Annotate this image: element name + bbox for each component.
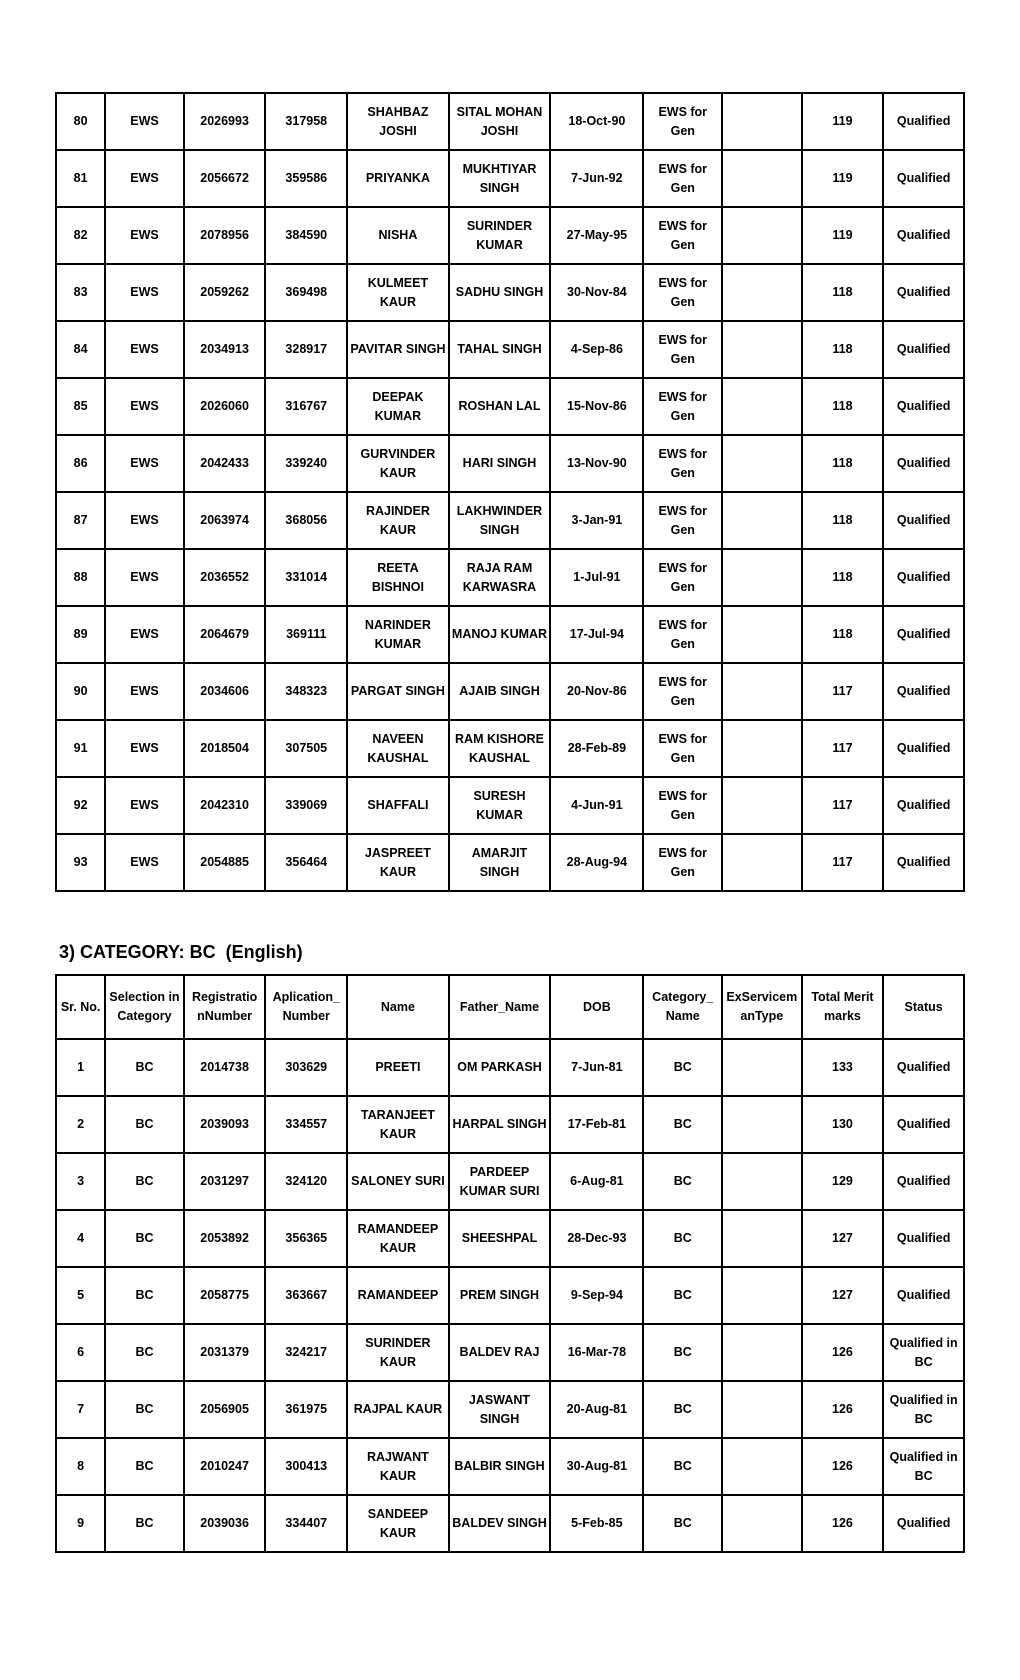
ews-table-body bbox=[56, 93, 964, 891]
table-cell: EWS for Gen bbox=[643, 321, 722, 378]
table-cell: BC bbox=[643, 1438, 722, 1495]
table-cell: Qualified bbox=[883, 492, 964, 549]
column-header: ExServicem anType bbox=[722, 975, 802, 1039]
table-cell: 6-Aug-81 bbox=[550, 1153, 643, 1210]
table-cell: 2042433 bbox=[184, 435, 266, 492]
table-cell: EWS bbox=[105, 720, 184, 777]
table-cell: HARPAL SINGH bbox=[449, 1096, 551, 1153]
table-row bbox=[56, 435, 964, 492]
table-cell: BC bbox=[643, 1495, 722, 1552]
table-cell: SITAL MOHAN JOSHI bbox=[449, 93, 551, 150]
table-row bbox=[56, 1210, 964, 1267]
table-cell: 126 bbox=[802, 1438, 884, 1495]
table-cell: 80 bbox=[56, 93, 105, 150]
table-cell: BALDEV RAJ bbox=[449, 1324, 551, 1381]
table-cell: EWS for Gen bbox=[643, 834, 722, 891]
table-cell: Qualified bbox=[883, 264, 964, 321]
column-header: Status bbox=[883, 975, 964, 1039]
table-cell: 7-Jun-81 bbox=[550, 1039, 643, 1096]
table-cell: 356464 bbox=[265, 834, 347, 891]
table-cell: SURINDER KUMAR bbox=[449, 207, 551, 264]
table-cell: KULMEET KAUR bbox=[347, 264, 449, 321]
table-cell: 3 bbox=[56, 1153, 105, 1210]
bc-table-body bbox=[56, 1039, 964, 1552]
table-cell: 2010247 bbox=[184, 1438, 266, 1495]
table-cell: 3-Jan-91 bbox=[550, 492, 643, 549]
table-cell: 300413 bbox=[265, 1438, 347, 1495]
table-cell: SHAFFALI bbox=[347, 777, 449, 834]
table-cell: 369111 bbox=[265, 606, 347, 663]
table-cell: Qualified bbox=[883, 378, 964, 435]
table-cell: 1-Jul-91 bbox=[550, 549, 643, 606]
table-cell bbox=[722, 834, 802, 891]
table-cell: 126 bbox=[802, 1495, 884, 1552]
table-cell bbox=[722, 1381, 802, 1438]
table-cell: Qualified bbox=[883, 777, 964, 834]
table-cell: Qualified bbox=[883, 150, 964, 207]
table-row bbox=[56, 264, 964, 321]
table-cell: REETA BISHNOI bbox=[347, 549, 449, 606]
table-cell: 324120 bbox=[265, 1153, 347, 1210]
table-cell: EWS for Gen bbox=[643, 606, 722, 663]
table-cell: 2056672 bbox=[184, 150, 266, 207]
table-cell: Qualified bbox=[883, 207, 964, 264]
table-cell: Qualified bbox=[883, 834, 964, 891]
table-cell: 317958 bbox=[265, 93, 347, 150]
column-header: Selection in Category bbox=[105, 975, 184, 1039]
table-cell bbox=[722, 1495, 802, 1552]
table-row bbox=[56, 834, 964, 891]
table-cell: EWS bbox=[105, 777, 184, 834]
table-cell: EWS for Gen bbox=[643, 207, 722, 264]
table-row bbox=[56, 549, 964, 606]
table-cell: RAMANDEEP bbox=[347, 1267, 449, 1324]
table-cell bbox=[722, 1039, 802, 1096]
table-cell: 2014738 bbox=[184, 1039, 266, 1096]
table-cell: 359586 bbox=[265, 150, 347, 207]
table-cell bbox=[722, 777, 802, 834]
table-cell: 8 bbox=[56, 1438, 105, 1495]
table-cell bbox=[722, 720, 802, 777]
table-cell: ROSHAN LAL bbox=[449, 378, 551, 435]
table-cell: 13-Nov-90 bbox=[550, 435, 643, 492]
table-cell: 324217 bbox=[265, 1324, 347, 1381]
table-cell: 2058775 bbox=[184, 1267, 266, 1324]
table-cell: EWS for Gen bbox=[643, 378, 722, 435]
table-cell bbox=[722, 93, 802, 150]
table-cell: 118 bbox=[802, 435, 884, 492]
table-cell: 368056 bbox=[265, 492, 347, 549]
table-cell: 2018504 bbox=[184, 720, 266, 777]
table-cell: RAMANDEEP KAUR bbox=[347, 1210, 449, 1267]
table-cell: 118 bbox=[802, 549, 884, 606]
table-cell: 27-May-95 bbox=[550, 207, 643, 264]
table-cell: 7 bbox=[56, 1381, 105, 1438]
table-cell: 2053892 bbox=[184, 1210, 266, 1267]
bc-section-title: 3) CATEGORY: BC (English) bbox=[59, 942, 303, 962]
table-cell: 83 bbox=[56, 264, 105, 321]
table-cell bbox=[722, 435, 802, 492]
table-cell: 7-Jun-92 bbox=[550, 150, 643, 207]
table-cell: 119 bbox=[802, 150, 884, 207]
table-cell: 28-Feb-89 bbox=[550, 720, 643, 777]
table-cell bbox=[722, 207, 802, 264]
table-cell: 20-Nov-86 bbox=[550, 663, 643, 720]
table-cell: SHEESHPAL bbox=[449, 1210, 551, 1267]
table-cell: 86 bbox=[56, 435, 105, 492]
table-cell: Qualified bbox=[883, 606, 964, 663]
table-cell: 89 bbox=[56, 606, 105, 663]
table-cell: 2034913 bbox=[184, 321, 266, 378]
table-cell: EWS bbox=[105, 549, 184, 606]
table-cell bbox=[722, 1096, 802, 1153]
table-cell: 334407 bbox=[265, 1495, 347, 1552]
table-cell: Qualified bbox=[883, 321, 964, 378]
table-cell: 126 bbox=[802, 1324, 884, 1381]
table-cell: Qualified bbox=[883, 93, 964, 150]
table-cell: 363667 bbox=[265, 1267, 347, 1324]
table-cell: 88 bbox=[56, 549, 105, 606]
table-cell: RAM KISHORE KAUSHAL bbox=[449, 720, 551, 777]
table-cell bbox=[722, 1153, 802, 1210]
table-cell: NISHA bbox=[347, 207, 449, 264]
column-header: Aplication_ Number bbox=[265, 975, 347, 1039]
table-cell: BC bbox=[643, 1039, 722, 1096]
table-cell bbox=[722, 663, 802, 720]
table-cell bbox=[722, 606, 802, 663]
table-cell: 339240 bbox=[265, 435, 347, 492]
table-cell: 6 bbox=[56, 1324, 105, 1381]
table-cell: 84 bbox=[56, 321, 105, 378]
table-cell: 91 bbox=[56, 720, 105, 777]
table-cell: EWS bbox=[105, 321, 184, 378]
table-cell: HARI SINGH bbox=[449, 435, 551, 492]
table-row bbox=[56, 777, 964, 834]
table-cell: OM PARKASH bbox=[449, 1039, 551, 1096]
table-cell: 87 bbox=[56, 492, 105, 549]
table-row bbox=[56, 150, 964, 207]
table-cell: 81 bbox=[56, 150, 105, 207]
table-cell: 126 bbox=[802, 1381, 884, 1438]
table-cell: JASPREET KAUR bbox=[347, 834, 449, 891]
table-cell: 2026060 bbox=[184, 378, 266, 435]
table-cell: 9 bbox=[56, 1495, 105, 1552]
table-cell: 2064679 bbox=[184, 606, 266, 663]
table-cell: EWS bbox=[105, 378, 184, 435]
table-cell: 339069 bbox=[265, 777, 347, 834]
table-cell: 119 bbox=[802, 93, 884, 150]
table-cell: EWS bbox=[105, 264, 184, 321]
table-cell: Qualified bbox=[883, 1267, 964, 1324]
table-cell: BC bbox=[643, 1324, 722, 1381]
table-row bbox=[56, 1324, 964, 1381]
table-cell: EWS bbox=[105, 663, 184, 720]
table-cell: EWS for Gen bbox=[643, 93, 722, 150]
table-cell bbox=[722, 264, 802, 321]
table-cell: 118 bbox=[802, 492, 884, 549]
table-cell: 18-Oct-90 bbox=[550, 93, 643, 150]
table-cell: 117 bbox=[802, 663, 884, 720]
table-cell: 2034606 bbox=[184, 663, 266, 720]
table-cell: 82 bbox=[56, 207, 105, 264]
table-cell: MUKHTIYAR SINGH bbox=[449, 150, 551, 207]
table-cell bbox=[722, 1324, 802, 1381]
table-cell: EWS for Gen bbox=[643, 663, 722, 720]
table-cell: NARINDER KUMAR bbox=[347, 606, 449, 663]
table-cell: RAJINDER KAUR bbox=[347, 492, 449, 549]
table-cell: EWS for Gen bbox=[643, 435, 722, 492]
table-cell: Qualified in BC bbox=[883, 1381, 964, 1438]
table-cell: BC bbox=[105, 1096, 184, 1153]
table-cell: 2054885 bbox=[184, 834, 266, 891]
table-cell: EWS bbox=[105, 207, 184, 264]
table-cell: 2063974 bbox=[184, 492, 266, 549]
table-cell: 17-Feb-81 bbox=[550, 1096, 643, 1153]
table-row bbox=[56, 1039, 964, 1096]
table-cell: 127 bbox=[802, 1210, 884, 1267]
table-cell bbox=[722, 150, 802, 207]
table-cell: BC bbox=[643, 1210, 722, 1267]
table-cell: SHAHBAZ JOSHI bbox=[347, 93, 449, 150]
table-cell: Qualified bbox=[883, 549, 964, 606]
table-cell: RAJPAL KAUR bbox=[347, 1381, 449, 1438]
table-cell: Qualified in BC bbox=[883, 1324, 964, 1381]
table-cell: 15-Nov-86 bbox=[550, 378, 643, 435]
table-row bbox=[56, 1381, 964, 1438]
table-cell: JASWANT SINGH bbox=[449, 1381, 551, 1438]
table-cell: TAHAL SINGH bbox=[449, 321, 551, 378]
table-cell: Qualified bbox=[883, 1210, 964, 1267]
table-cell: LAKHWINDER SINGH bbox=[449, 492, 551, 549]
table-cell: SURESH KUMAR bbox=[449, 777, 551, 834]
table-cell: Qualified bbox=[883, 720, 964, 777]
table-cell: 2039036 bbox=[184, 1495, 266, 1552]
table-cell: 1 bbox=[56, 1039, 105, 1096]
table-cell: BC bbox=[643, 1153, 722, 1210]
column-header: Total Merit marks bbox=[802, 975, 884, 1039]
table-cell: BC bbox=[643, 1381, 722, 1438]
table-cell: BC bbox=[105, 1495, 184, 1552]
table-cell: 119 bbox=[802, 207, 884, 264]
table-cell: 9-Sep-94 bbox=[550, 1267, 643, 1324]
ews-results-table bbox=[55, 92, 965, 892]
table-cell: 5 bbox=[56, 1267, 105, 1324]
column-header: Registratio nNumber bbox=[184, 975, 266, 1039]
table-row bbox=[56, 1096, 964, 1153]
table-cell: BC bbox=[105, 1210, 184, 1267]
table-cell: 92 bbox=[56, 777, 105, 834]
table-cell: PREM SINGH bbox=[449, 1267, 551, 1324]
table-cell: RAJWANT KAUR bbox=[347, 1438, 449, 1495]
table-cell: EWS for Gen bbox=[643, 720, 722, 777]
table-cell: EWS for Gen bbox=[643, 492, 722, 549]
table-row bbox=[56, 1438, 964, 1495]
table-cell: Qualified bbox=[883, 435, 964, 492]
bc-table-header-row bbox=[56, 975, 964, 1039]
table-cell: EWS for Gen bbox=[643, 549, 722, 606]
table-cell: 307505 bbox=[265, 720, 347, 777]
table-cell: 4-Sep-86 bbox=[550, 321, 643, 378]
table-cell: 2059262 bbox=[184, 264, 266, 321]
column-header: DOB bbox=[550, 975, 643, 1039]
table-cell: EWS bbox=[105, 93, 184, 150]
table-cell: SURINDER KAUR bbox=[347, 1324, 449, 1381]
table-cell: PAVITAR SINGH bbox=[347, 321, 449, 378]
column-header: Father_Name bbox=[449, 975, 551, 1039]
table-cell: 90 bbox=[56, 663, 105, 720]
table-row bbox=[56, 207, 964, 264]
table-cell: 117 bbox=[802, 720, 884, 777]
table-cell: 356365 bbox=[265, 1210, 347, 1267]
table-cell: PARGAT SINGH bbox=[347, 663, 449, 720]
table-cell: 17-Jul-94 bbox=[550, 606, 643, 663]
table-cell: 348323 bbox=[265, 663, 347, 720]
table-cell: BALDEV SINGH bbox=[449, 1495, 551, 1552]
table-cell: BC bbox=[105, 1324, 184, 1381]
table-cell: 331014 bbox=[265, 549, 347, 606]
table-cell: Qualified bbox=[883, 1039, 964, 1096]
table-cell: 130 bbox=[802, 1096, 884, 1153]
table-cell: 328917 bbox=[265, 321, 347, 378]
table-cell bbox=[722, 321, 802, 378]
table-cell: RAJA RAM KARWASRA bbox=[449, 549, 551, 606]
table-cell: 30-Nov-84 bbox=[550, 264, 643, 321]
table-cell: SALONEY SURI bbox=[347, 1153, 449, 1210]
table-row bbox=[56, 720, 964, 777]
table-cell: EWS bbox=[105, 492, 184, 549]
table-row bbox=[56, 321, 964, 378]
table-cell: 361975 bbox=[265, 1381, 347, 1438]
table-cell: 2031297 bbox=[184, 1153, 266, 1210]
table-row bbox=[56, 492, 964, 549]
table-cell: 117 bbox=[802, 834, 884, 891]
table-cell: BC bbox=[105, 1039, 184, 1096]
table-cell: 93 bbox=[56, 834, 105, 891]
table-cell: 118 bbox=[802, 378, 884, 435]
table-row bbox=[56, 606, 964, 663]
table-cell: 316767 bbox=[265, 378, 347, 435]
table-cell: 20-Aug-81 bbox=[550, 1381, 643, 1438]
table-cell: 28-Dec-93 bbox=[550, 1210, 643, 1267]
table-cell: TARANJEET KAUR bbox=[347, 1096, 449, 1153]
table-cell: 2042310 bbox=[184, 777, 266, 834]
table-cell: 2036552 bbox=[184, 549, 266, 606]
table-cell: 2 bbox=[56, 1096, 105, 1153]
table-cell: BC bbox=[105, 1381, 184, 1438]
table-cell: 2056905 bbox=[184, 1381, 266, 1438]
table-cell: EWS for Gen bbox=[643, 150, 722, 207]
table-cell: EWS for Gen bbox=[643, 777, 722, 834]
table-cell: 4 bbox=[56, 1210, 105, 1267]
table-cell: BC bbox=[105, 1153, 184, 1210]
table-cell: 334557 bbox=[265, 1096, 347, 1153]
table-cell bbox=[722, 549, 802, 606]
table-cell: 117 bbox=[802, 777, 884, 834]
table-cell: NAVEEN KAUSHAL bbox=[347, 720, 449, 777]
table-cell: 369498 bbox=[265, 264, 347, 321]
table-cell: BC bbox=[643, 1267, 722, 1324]
table-cell bbox=[722, 1267, 802, 1324]
table-cell: AJAIB SINGH bbox=[449, 663, 551, 720]
table-row bbox=[56, 1267, 964, 1324]
table-cell: 5-Feb-85 bbox=[550, 1495, 643, 1552]
table-cell: BC bbox=[105, 1438, 184, 1495]
column-header: Sr. No. bbox=[56, 975, 105, 1039]
table-cell: 384590 bbox=[265, 207, 347, 264]
table-cell: 118 bbox=[802, 264, 884, 321]
table-cell: GURVINDER KAUR bbox=[347, 435, 449, 492]
table-cell: 2026993 bbox=[184, 93, 266, 150]
table-cell: 118 bbox=[802, 321, 884, 378]
table-cell: EWS bbox=[105, 606, 184, 663]
table-cell: SADHU SINGH bbox=[449, 264, 551, 321]
table-cell: 303629 bbox=[265, 1039, 347, 1096]
table-cell: 133 bbox=[802, 1039, 884, 1096]
table-cell: 127 bbox=[802, 1267, 884, 1324]
table-cell: 2078956 bbox=[184, 207, 266, 264]
column-header: Name bbox=[347, 975, 449, 1039]
table-cell: Qualified in BC bbox=[883, 1438, 964, 1495]
table-cell: DEEPAK KUMAR bbox=[347, 378, 449, 435]
table-cell: 30-Aug-81 bbox=[550, 1438, 643, 1495]
table-cell: 2031379 bbox=[184, 1324, 266, 1381]
table-cell bbox=[722, 1210, 802, 1267]
table-cell: EWS bbox=[105, 150, 184, 207]
table-cell: AMARJIT SINGH bbox=[449, 834, 551, 891]
table-cell: EWS bbox=[105, 435, 184, 492]
table-cell: 16-Mar-78 bbox=[550, 1324, 643, 1381]
table-cell: 118 bbox=[802, 606, 884, 663]
table-cell: SANDEEP KAUR bbox=[347, 1495, 449, 1552]
table-row bbox=[56, 93, 964, 150]
table-cell: 129 bbox=[802, 1153, 884, 1210]
table-cell bbox=[722, 378, 802, 435]
table-cell: PARDEEP KUMAR SURI bbox=[449, 1153, 551, 1210]
table-cell: MANOJ KUMAR bbox=[449, 606, 551, 663]
table-cell: EWS bbox=[105, 834, 184, 891]
table-cell: PREETI bbox=[347, 1039, 449, 1096]
table-row bbox=[56, 1153, 964, 1210]
table-row bbox=[56, 1495, 964, 1552]
table-cell: 2039093 bbox=[184, 1096, 266, 1153]
table-cell: Qualified bbox=[883, 1495, 964, 1552]
table-cell: EWS for Gen bbox=[643, 264, 722, 321]
table-cell: BC bbox=[105, 1267, 184, 1324]
bc-results-table bbox=[55, 974, 965, 1553]
table-cell: PRIYANKA bbox=[347, 150, 449, 207]
table-cell: 4-Jun-91 bbox=[550, 777, 643, 834]
table-cell: 85 bbox=[56, 378, 105, 435]
table-cell: Qualified bbox=[883, 1153, 964, 1210]
table-row bbox=[56, 378, 964, 435]
column-header: Category_ Name bbox=[643, 975, 722, 1039]
table-cell bbox=[722, 1438, 802, 1495]
table-cell: BC bbox=[643, 1096, 722, 1153]
table-cell: BALBIR SINGH bbox=[449, 1438, 551, 1495]
table-cell: 28-Aug-94 bbox=[550, 834, 643, 891]
table-cell: Qualified bbox=[883, 663, 964, 720]
table-row bbox=[56, 663, 964, 720]
table-cell bbox=[722, 492, 802, 549]
table-cell: Qualified bbox=[883, 1096, 964, 1153]
